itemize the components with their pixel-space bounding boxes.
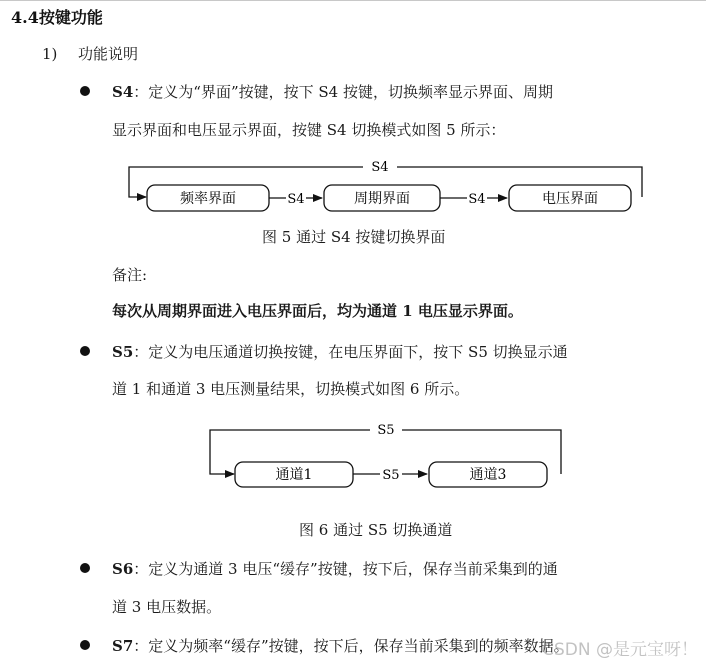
figure6-diagram [0, 418, 706, 498]
subsection-number: 1) [42, 45, 58, 63]
top-divider [0, 0, 706, 1]
fig6-loop-label: S5 [377, 423, 395, 438]
key-s5: S5 [112, 343, 134, 361]
key-s6: S6 [112, 560, 134, 578]
note-label: 备注: [112, 266, 148, 284]
fig5-box-voltage-label: 电压界面 [542, 191, 598, 207]
fig6-box-channel1-label: 通道1 [275, 467, 313, 483]
figure6-caption: 图 6 通过 S5 切换通道 [299, 521, 453, 539]
fig5-arrow1-label: S4 [287, 192, 305, 207]
bullet-s6-line1: S6：定义为通道 3 电压“缓存”按键，按下后，保存当前采集到的通 [112, 560, 558, 578]
key-s7: S7 [112, 637, 134, 655]
fig5-loop-label: S4 [371, 160, 389, 175]
note-text: 每次从周期界面进入电压界面后，均为通道 1 电压显示界面。 [112, 302, 523, 320]
bullet-icon [80, 86, 90, 96]
bullet-s5-line2: 道 1 和通道 3 电压测量结果，切换模式如图 6 所示。 [112, 380, 470, 398]
fig5-arrow2-label: S4 [468, 192, 486, 207]
fig6-arrow-label: S5 [382, 468, 400, 483]
figure5-caption: 图 5 通过 S4 按键切换界面 [262, 228, 446, 246]
figure5-diagram [0, 150, 706, 220]
section-heading: 4.4按键功能 [11, 8, 103, 27]
fig6-box-channel3-label: 通道3 [469, 467, 507, 483]
subsection-title [42, 43, 138, 64]
subsection-text: 功能说明 [78, 45, 139, 63]
bullet-icon [80, 640, 90, 650]
fig5-box-frequency-label: 频率界面 [180, 191, 236, 207]
watermark: CSDN @是元宝呀！ [542, 640, 698, 660]
bullet-s4-line1: S4：定义为“界面”按键，按下 S4 按键，切换频率显示界面、周期 [112, 83, 553, 101]
bullet-s6-line2: 道 3 电压数据。 [112, 598, 222, 616]
fig5-box-period-label: 周期界面 [354, 191, 410, 207]
bullet-s4-line2: 显示界面和电压显示界面，按键 S4 切换模式如图 5 所示： [112, 121, 506, 139]
bullet-s7-line1: S7：定义为频率“缓存”按键，按下后，保存当前采集到的频率数据。 [112, 637, 569, 655]
bullet-icon [80, 346, 90, 356]
key-s4: S4 [112, 83, 134, 101]
bullet-icon [80, 563, 90, 573]
bullet-s5-line1: S5：定义为电压通道切换按键，在电压界面下，按下 S5 切换显示通 [112, 343, 568, 361]
